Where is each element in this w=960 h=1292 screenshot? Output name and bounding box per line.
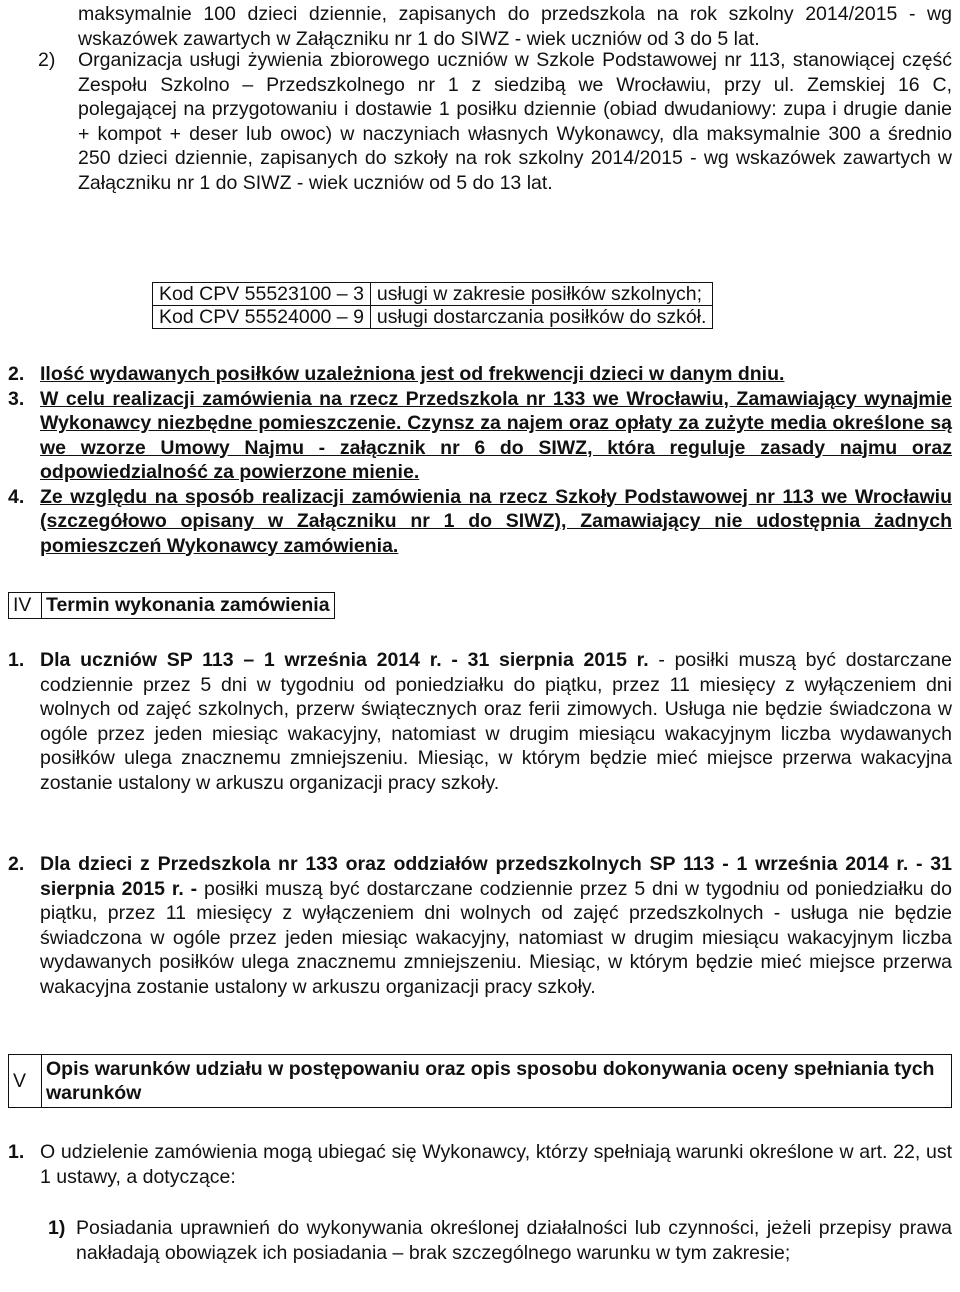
item-text: Ilość wydawanych posiłków uzależniona jest od frekwencji dzieci w danym dniu.	[40, 363, 785, 385]
list-item	[8, 485, 952, 559]
cpv-table	[152, 282, 713, 329]
item-number: 1)	[48, 1217, 66, 1239]
section-number: V	[9, 1055, 42, 1108]
item-text: O udzielenie zamówienia mogą ubiegać się Wykonawcy, którzy spełniają warunki określone w art. 22, ust 1 ustawy, a dotyczące:	[40, 1141, 952, 1188]
item-bold: Dla uczniów SP 113 – 1 września 2014 r. - 31 sierpnia 2015 r.	[40, 649, 649, 671]
item-bold: Dla dzieci z Przedszkola nr 133 oraz oddziałów przedszkolnych SP 113 - 1 września 2014 r. - 31 sierpnia 2015 r. -	[40, 853, 952, 900]
item-text: Posiadania uprawnień do wykonywania określonej działalności lub czynności, jeżeli przepisy prawa nakładają obowiązek ich posiadania – brak szczególnego warunku w tym zakresie;	[76, 1217, 952, 1264]
section-v-header	[8, 1054, 952, 1108]
cpv-code: Kod CPV 55524000 – 9	[153, 306, 371, 329]
intro-continuation: maksymalnie 100 dzieci dziennie, zapisanych do przedszkola na rok szkolny 2014/2015 - wg wskazówek zawartych w Załączniku nr 1 do SIWZ - wiek uczniów od 3 do 5 lat.	[78, 3, 952, 50]
section-title: Termin wykonania zamówienia	[42, 593, 335, 619]
list-item	[8, 387, 952, 485]
item-number: 2.	[8, 853, 25, 875]
item-text: - posiłki muszą być dostarczane codziennie przez 5 dni w tygodniu od poniedziałku do piątku, przez 11 miesięcy z wyłączeniem dni wolnych od zajęć szkolnych, przerw świątecznych oraz ferii zimowych. Usługa nie będzie świadczona w ogóle przez jeden miesiąc wakacyjny, natomiast w drugim miesiącu wakacyjnym liczba wydawanych posiłków ulega znacznemu zmniejszeniu. Miesiąc, w którym będzie mieć miejsce przerwa wakacyjna zostanie ustalony w arkuszu organizacji pracy szkoły.	[40, 649, 952, 794]
numbered-points	[8, 362, 952, 558]
item-number: 2.	[8, 363, 25, 385]
cpv-desc: usługi w zakresie posiłków szkolnych;	[370, 283, 713, 306]
item-text: W celu realizacji zamówienia na rzecz Przedszkola nr 133 we Wrocławiu, Zamawiający wynajmie Wykonawcy niezbędne pomieszczenie. Czynsz za najem oraz opłaty za zużyte media określone są we wzorze Umowy Najmu - załącznik nr 6 do SIWZ, która reguluje zasady najmu oraz odpowiedzialność za powierzone mienie.	[40, 387, 952, 483]
term-item	[8, 852, 952, 999]
section-number: IV	[9, 593, 42, 619]
section-title: Opis warunków udziału w postępowaniu oraz opis sposobu dokonywania oceny spełniania tych warunków	[42, 1055, 952, 1108]
condition-subitem	[48, 1216, 952, 1265]
list-item	[8, 362, 952, 387]
conditions	[8, 1140, 952, 1189]
item-number: 3.	[8, 387, 25, 410]
item-number: 4.	[8, 485, 25, 508]
point-2-text: Organizacja usługi żywienia zbiorowego uczniów w Szkole Podstawowej nr 113, stanowiącej część Zespołu Szkolno – Przedszkolnego nr 1 z siedzibą we Wrocławiu, przy ul. Zemskiej 16 C, polegającej na przygotowaniu i dostawie 1 posiłku dziennie (obiad dwudaniowy: zupa i drugie danie + kompot + deser lub owoc) w naczyniach własnych Wykonawcy, dla maksymalnie 300 a średnio 250 dzieci dziennie, zapisanych do szkoły na rok szkolny 2014/2015 - wg wskazówek zawartych w Załączniku nr 1 do SIWZ - wiek uczniów od 5 do 13 lat.	[78, 49, 952, 194]
term-item	[8, 648, 952, 795]
cpv-code: Kod CPV 55523100 – 3	[153, 283, 371, 306]
cpv-row	[153, 283, 713, 306]
item-text: posiłki muszą być dostarczane codziennie przez 5 dni w tygodniu od poniedziałku do piątku, przez 11 miesięcy z wyłączeniem dni wolnych od zajęć przedszkolnych - usługa nie będzie świadczona w ogóle przez jeden miesiąc wakacyjny, natomiast w drugim miesiącu wakacyjnym liczba wydawanych posiłków ulega znacznemu zmniejszeniu. Miesiąc, w którym będzie mieć miejsce przerwa wakacyjna zostanie ustalony w arkuszu organizacji pracy szkoły.	[40, 877, 952, 998]
item-number: 1.	[8, 649, 25, 671]
point-2-number: 2)	[38, 49, 56, 71]
point-2	[38, 48, 952, 195]
cpv-row	[153, 306, 713, 329]
section-iv-header	[8, 592, 335, 619]
item-text: Ze względu na sposób realizacji zamówienia na rzecz Szkoły Podstawowej nr 113 we Wrocławiu (szczegółowo opisany w Załączniku nr 1 do SIWZ), Zamawiający nie udostępnia żadnych pomieszczeń Wykonawcy zamówienia.	[40, 485, 952, 557]
cpv-desc: usługi dostarczania posiłków do szkół.	[370, 306, 713, 329]
item-number: 1.	[8, 1141, 25, 1163]
